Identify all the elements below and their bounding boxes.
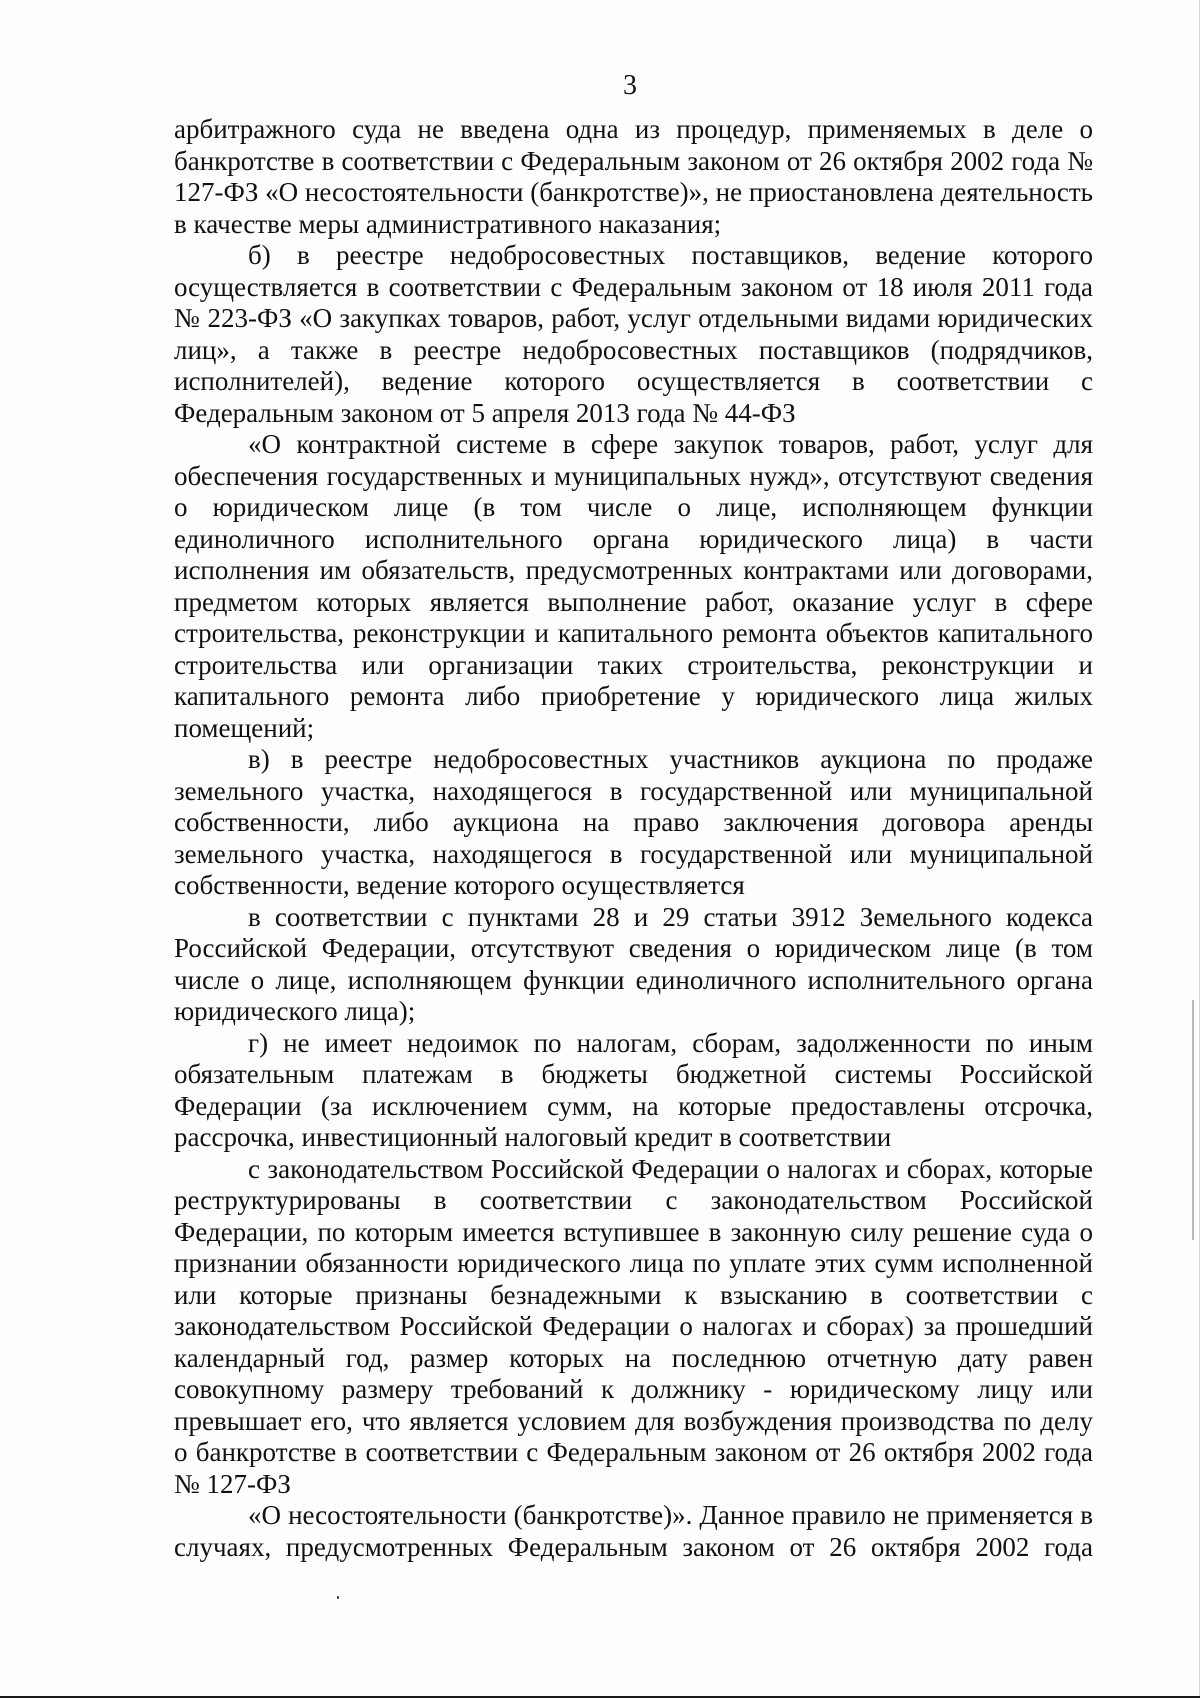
- paragraph-arbitration-court: арбитражного суда не введена одна из процедур, применяемых в деле о банкротстве в соответствии с Федеральным законом от 26 октября 2002 года № 127-ФЗ «О несостоятельности (банкротстве)», не приостановлена деятельность в качестве меры административного наказания;: [174, 114, 1093, 239]
- paragraph-contract-system: «О контрактной системе в сфере закупок товаров, работ, услуг для обеспечения государственных и муниципальных нужд», отсутствуют сведения о юридическом лице (в том числе о лице, исполняющем функции единоличного исполнительного органа юридического лица) в части исполнения им обязательств, предусмотренных контрактами или договорами, предметом которых является выполнение работ, оказание услуг в сфере строительства, реконструкции и капитального ремонта объектов капитального строительства или организации таких строительства, реконструкции и капитального ремонта либо приобретение у юридического лица жилых помещений;: [174, 429, 1093, 743]
- paragraph-tax-legislation: с законодательством Российской Федерации о налогах и сборах, которые реструктурированы в соответствии с законодательством Российской Федерации, по которым имеется вступившее в законную силу решение суда о признании обязанности юридического лица по уплате этих сумм исполненной или которые признаны безнадежными к взысканию в соответствии с законодательством Российской Федерации о налогах и сборах) за прошедший календарный год, размер которых на последнюю отчетную дату равен совокупному размеру требований к должнику - юридическому лицу или превышает его, что является условием для возбуждения производства по делу о банкротстве в соответствии с Федеральным законом от 26 октября 2002 года № 127-ФЗ: [174, 1153, 1093, 1499]
- paragraph-g-tax-arrears: г) не имеет недоимок по налогам, сборам, задолженности по иным обязательным платежам в бюджеты бюджетной системы Российской Федерации (за исключением сумм, на которые предоставлены отсрочка, рассрочка, инвестиционный налоговый кредит в соответствии: [174, 1027, 1093, 1152]
- paragraph-v-auction-registry: в) в реестре недобросовестных участников аукциона по продаже земельного участка, находящегося в государственной или муниципальной собственности, либо аукциона на право заключения договора аренды земельного участка, находящегося в государственной или муниципальной собственности, ведение которого осуществляется: [174, 744, 1093, 900]
- paragraph-bankruptcy-rule: «О несостоятельности (банкротстве)». Данное правило не применяется в случаях, предусмотренных Федеральным законом от 26 октября 2002 года: [174, 1500, 1093, 1562]
- page-number: 3: [623, 70, 637, 101]
- scan-artifact-line: [1192, 1000, 1194, 1240]
- scan-dot-artifact: [337, 1596, 339, 1599]
- document-body: [174, 114, 1093, 1563]
- paragraph-land-code: в соответствии с пунктами 28 и 29 статьи 3912 Земельного кодекса Российской Федерации, отсутствуют сведения о юридическом лице (в том числе о лице, исполняющем функции единоличного исполнительного органа юридического лица);: [174, 901, 1093, 1026]
- paragraph-b-supplier-registry: б) в реестре недобросовестных поставщиков, ведение которого осуществляется в соответствии с Федеральным законом от 18 июля 2011 года № 223-ФЗ «О закупках товаров, работ, услуг отдельными видами юридических лиц», а также в реестре недобросовестных поставщиков (подрядчиков, исполнителей), ведение которого осуществляется в соответствии с Федеральным законом от 5 апреля 2013 года № 44-ФЗ: [174, 240, 1093, 428]
